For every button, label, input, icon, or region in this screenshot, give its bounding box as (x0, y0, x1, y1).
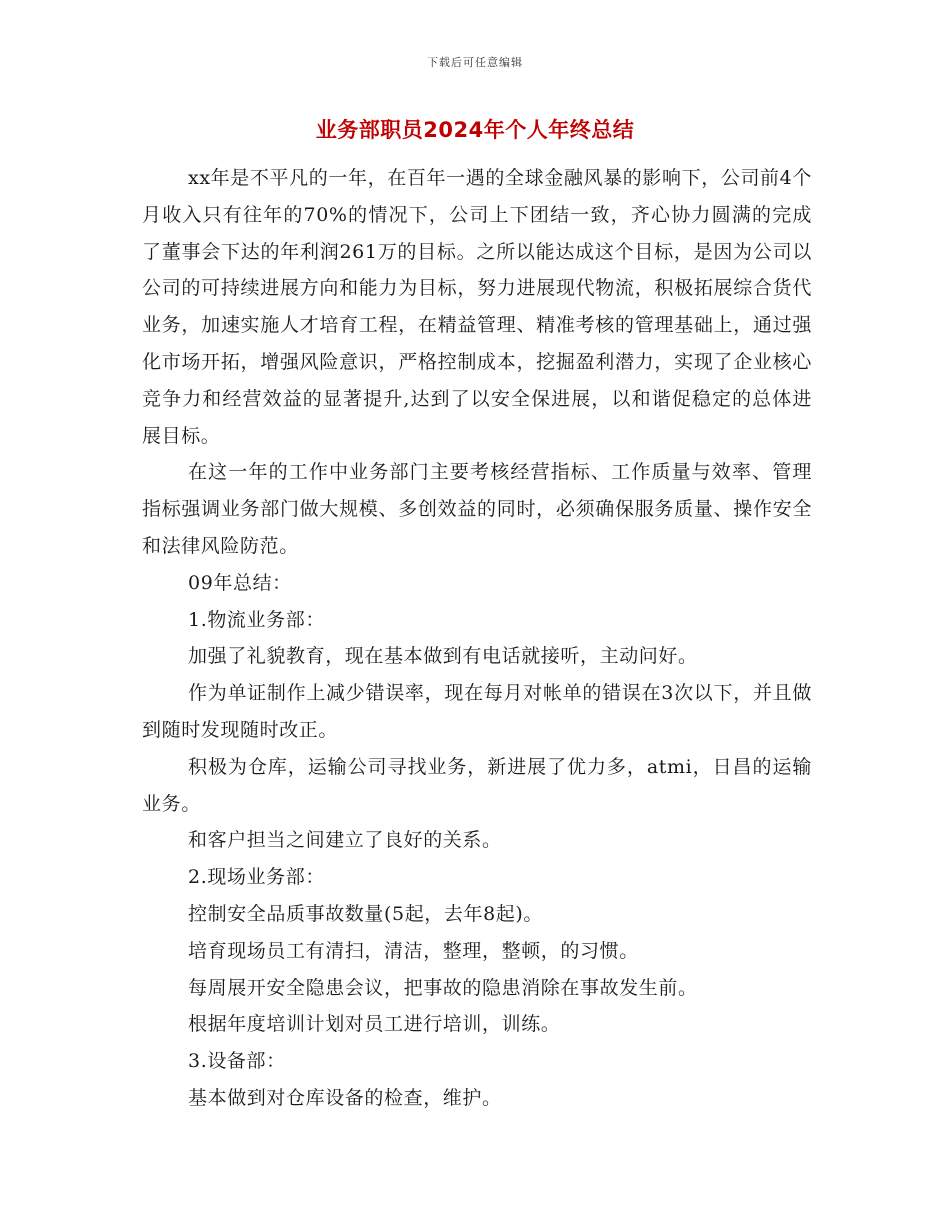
paragraph-onsite-1: 控制安全品质事故数量(5起，去年8起)。 (188, 902, 544, 925)
paragraph-intro: xx年是不平凡的一年，在百年一遇的全球金融风暴的影响下，公司前4个月收入只有往年的70%的情况下，公司上下团结一致，齐心协力圆满的完成了董事会下达的年利润261万的目标。之所以能达成这个目标，是因为公司以公司的可持续进展方向和能力为目标，努力进展现代物流，积极拓展综合货代业务，加速实施人才培育工程，在精益管理、精准考核的管理基础上，通过强化市场开拓，增强风险意识，严格控制成本，挖掘盈利潜力，实现了企业核心竞争力和经营效益的显著提升,达到了以安全保进展，以和谐促稳定的总体进展目标。 (142, 167, 812, 447)
paragraph-logistics-4: 和客户担当之间建立了良好的关系。 (188, 829, 502, 852)
paragraph-equipment-1: 基本做到对仓库设备的检查，维护。 (188, 1086, 502, 1109)
section-heading-summary: 09年总结： (188, 571, 292, 594)
paragraph-onsite-2: 培育现场员工有清扫，清洁，整理，整顿，的习惯。 (188, 939, 639, 962)
section-heading-equipment: 3.设备部： (188, 1050, 286, 1073)
paragraph-onsite-4: 根据年度培训计划对员工进行培训，训练。 (188, 1013, 561, 1036)
document-title: 业务部职员2024年个人年终总结 (315, 118, 635, 142)
paragraph-onsite-3: 每周展开安全隐患会议，把事故的隐患消除在事故发生前。 (188, 976, 698, 999)
section-heading-onsite: 2.现场业务部： (188, 866, 325, 889)
paragraph-work-focus: 在这一年的工作中业务部门主要考核经营指标、工作质量与效率、管理指标强调业务部门做大规模、多创效益的同时，必须确保服务质量、操作安全和法律风险防范。 (142, 461, 812, 557)
paragraph-logistics-3: 积极为仓库，运输公司寻找业务，新进展了优力多，atmi，日昌的运输业务。 (142, 755, 812, 815)
document-body (142, 160, 812, 1117)
section-heading-logistics: 1.物流业务部： (188, 608, 325, 631)
header-note: 下载后可任意编辑 (427, 56, 523, 69)
paragraph-logistics-2: 作为单证制作上减少错误率，现在每月对帐单的错误在3次以下，并且做到随时发现随时改正。 (142, 682, 812, 741)
paragraph-logistics-1: 加强了礼貌教育，现在基本做到有电话就接听，主动问好。 (188, 645, 698, 668)
